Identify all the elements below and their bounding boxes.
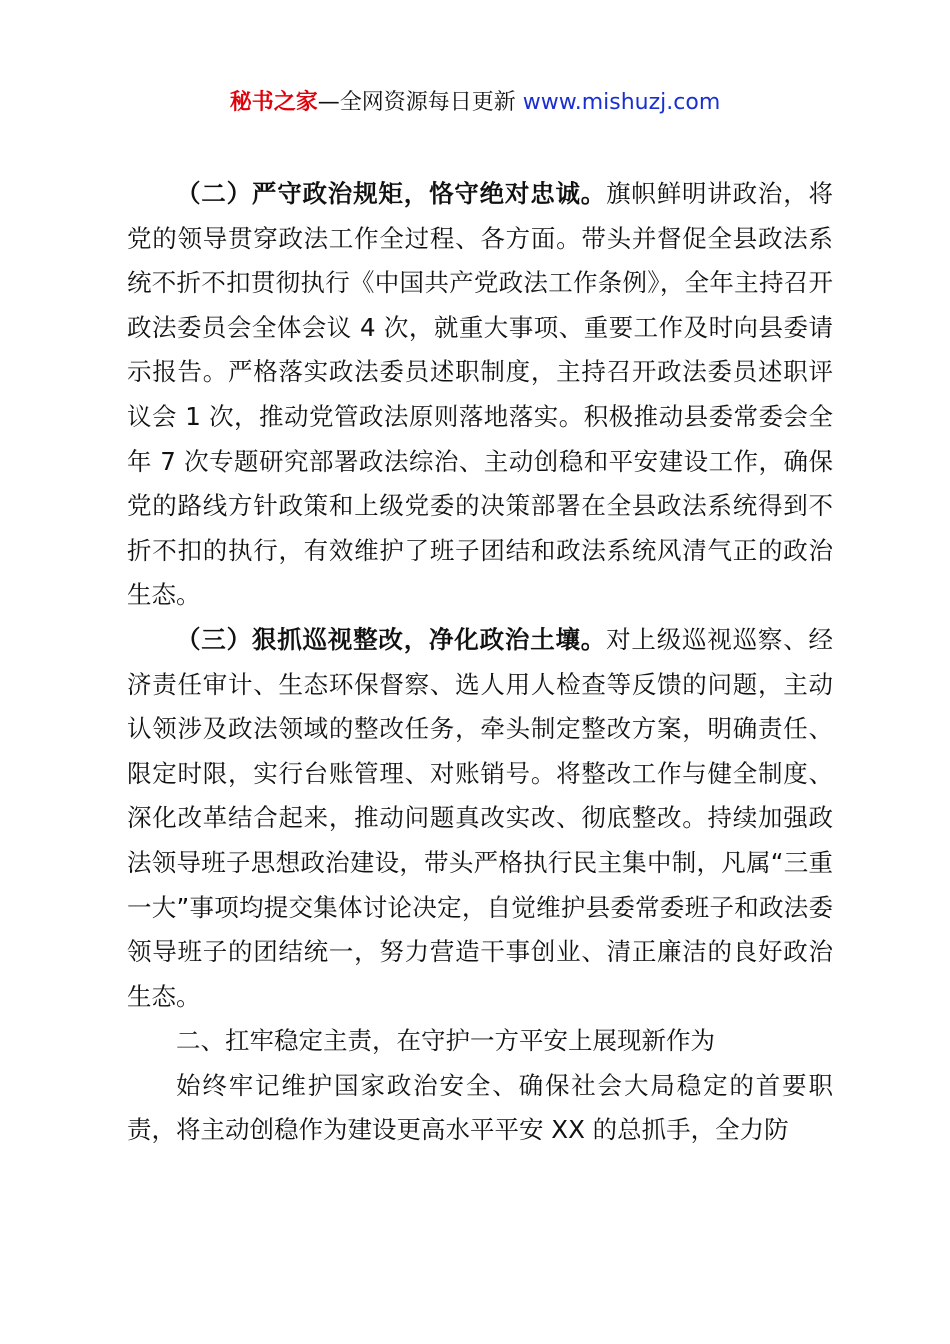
body-text <box>127 172 833 1153</box>
paragraph-section-3 <box>127 618 833 1019</box>
paragraph-body: 旗帜鲜明讲政治，将党的领导贯穿政法工作全过程、各方面。带头并督促全县政法系统不折不扣贯彻执行《中国共产党政法工作条例》，全年主持召开政法委员会全体会议 4 次，就重大事项、重要工作及时向县委请示报告。严格落实政法委员述职制度，主持召开政法委员述职评议会 1 次，推动党管政法原则落地落实。积极推动县委常委会全年 7 次专题研究部署政法综治、主动创稳和平安建设工作，确保党的路线方针政策和上级党委的决策部署在全县政法系统得到不折不扣的执行，有效维护了班子团结和政法系统风清气正的政治生态。 <box>127 179 834 610</box>
paragraph-body: 始终牢记维护国家政治安全、确保社会大局稳定的首要职责，将主动创稳作为建设更高水平平安 XX 的总抓手，全力防 <box>127 1070 833 1145</box>
paragraph-section-2 <box>127 172 833 618</box>
paragraph-body: 二、扛牢稳定主责，在守护一方平安上展现新作为 <box>176 1026 715 1056</box>
paragraph-body: 对上级巡视巡察、经济责任审计、生态环保督察、选人用人检查等反馈的问题，主动认领涉及政法领域的整改任务，牵头制定整改方案，明确责任、限定时限，实行台账管理、对账销号。将整改工作与健全制度、深化改革结合起来，推动问题真改实改、彻底整改。持续加强政法领导班子思想政治建设，带头严格执行民主集中制，凡属“三重一大”事项均提交集体讨论决定，自觉维护县委常委班子和政法委领导班子的团结统一，努力营造干事创业、清正廉洁的良好政治生态。 <box>127 624 834 1011</box>
header-tagline: —全网资源每日更新 <box>317 90 523 115</box>
page-header <box>0 86 950 120</box>
paragraph-heading: （二）严守政治规矩，恪守绝对忠诚。 <box>176 179 607 208</box>
brand-name: 秘书之家 <box>229 90 318 115</box>
paragraph-heading: （三）狠抓巡视整改，净化政治土壤。 <box>176 624 607 654</box>
site-url: www.mishuzj.com <box>522 90 721 115</box>
section-heading-2 <box>127 1019 833 1064</box>
paragraph-section-intro <box>127 1064 833 1153</box>
